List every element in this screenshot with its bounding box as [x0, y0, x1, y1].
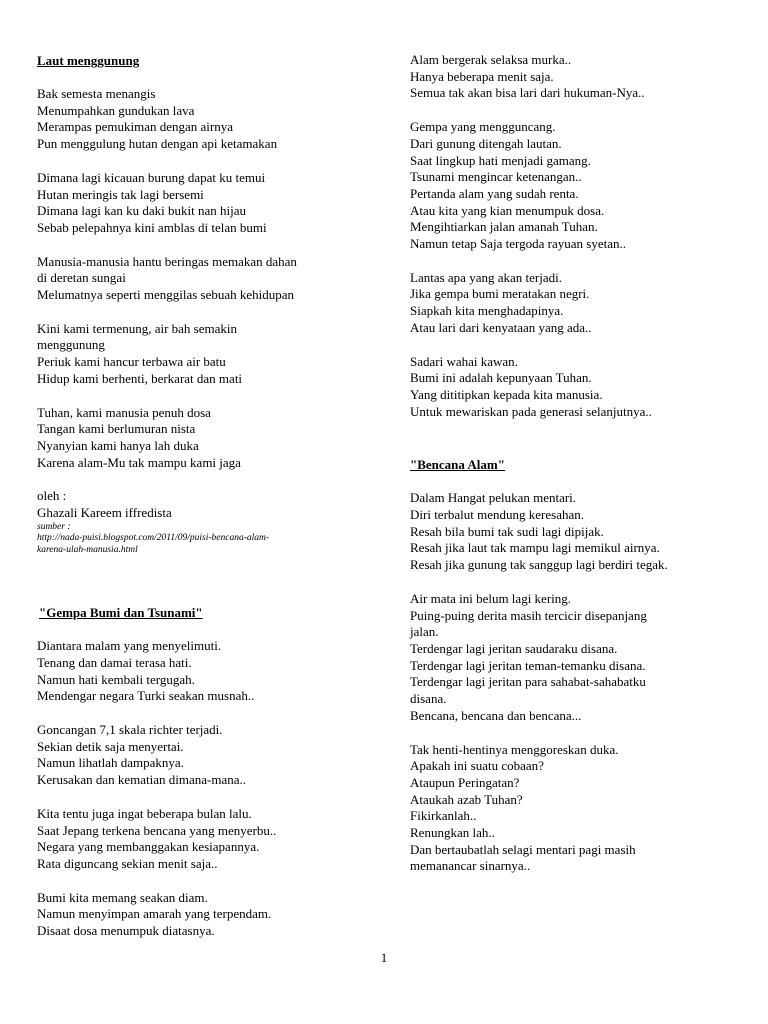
poem-line: Namun menyimpan amarah yang terpendam.: [37, 906, 272, 922]
poem-line: Diri terbalut mendung keresahan.: [410, 507, 584, 523]
author-block: [37, 488, 355, 556]
poem-line: Dimana lagi kicauan burung dapat ku temui: [37, 169, 266, 185]
stanza: [37, 170, 355, 237]
poem-line: Menumpahkan gundukan lava: [37, 102, 195, 118]
page-number: 1: [380, 950, 388, 965]
poem-line: jalan.: [410, 624, 439, 640]
stanza: [37, 254, 355, 304]
poem-line: Bumi kita memang seakan diam.: [37, 889, 208, 905]
stanza: [410, 591, 740, 725]
poem-line: Namun lihatlah dampaknya.: [37, 755, 184, 771]
poem-line: Bak semesta menangis: [37, 86, 156, 101]
poem-gempa-bumi-continued: [410, 52, 740, 420]
poem-line: Jika gempa bumi meratakan negri.: [410, 286, 590, 302]
poem-line: Bumi ini adalah kepunyaan Tuhan.: [410, 370, 592, 386]
poem-line: Apakah ini suatu cobaan?: [410, 758, 544, 774]
poem-line: Semua tak akan bisa lari dari hukuman-Nya..: [410, 85, 645, 101]
stanza: [37, 638, 355, 705]
poem-line: Resah jika laut tak mampu lagi memikul airnya.: [410, 540, 660, 556]
stanza: [410, 354, 740, 421]
poem-line: Ataupun Peringatan?: [410, 774, 520, 790]
stanza: [37, 86, 355, 153]
poem-line: di deretan sungai: [37, 270, 126, 286]
poem-line: Kini kami termenung, air bah semakin: [37, 320, 238, 336]
poem-line: Alam bergerak selaksa murka..: [410, 52, 572, 67]
poem-line: Hidup kami berhenti, berkarat dan mati: [37, 370, 243, 386]
stanza: [37, 806, 355, 873]
poem-line: Dimana lagi kan ku daki bukit nan hijau: [37, 203, 247, 219]
poem-line: Saat lingkup hati menjadi gamang.: [410, 152, 591, 168]
poem-line: Negara yang membanggakan kesiapannya.: [37, 839, 260, 855]
poem-line: Sekian detik saja menyertai.: [37, 738, 184, 754]
poem-line: Resah jika gunung tak sanggup lagi berdiri tegak.: [410, 557, 668, 573]
poem-line: Namun hati kembali tergugah.: [37, 671, 195, 687]
poem-line: menggunung: [37, 337, 105, 353]
poem-line: Periuk kami hancur terbawa air batu: [37, 354, 226, 370]
poem-line: Rata diguncang sekian menit saja..: [37, 856, 218, 871]
poem-line: Kita tentu juga ingat beberapa bulan lalu.: [37, 805, 252, 821]
stanza: [410, 742, 740, 876]
poem-line: Terdengar lagi jeritan para sahabat-sahabatku: [410, 674, 646, 690]
poem-line: Mendengar negara Turki seakan musnah..: [37, 688, 255, 704]
poem-line: Pertanda alam yang sudah renta.: [410, 185, 579, 201]
poem-line: Tangan kami berlumuran nista: [37, 421, 196, 437]
right-column: [410, 52, 740, 875]
poem-line: Sadari wahai kawan.: [410, 353, 518, 369]
poem-line: Air mata ini belum lagi kering.: [410, 590, 572, 606]
author-name: Ghazali Kareem iffredista: [37, 505, 172, 521]
poem-title: Laut menggunung: [37, 53, 140, 68]
stanza: [410, 52, 740, 102]
poem-line: Siapkah kita menghadapinya.: [410, 303, 564, 319]
stanza: [37, 321, 355, 388]
stanza: [37, 722, 355, 789]
author-label: oleh :: [37, 488, 67, 504]
poem-line: Fikirkanlah..: [410, 808, 477, 824]
poem-line: Dalam Hangat pelukan mentari.: [410, 490, 577, 506]
source-label: sumber :: [37, 521, 71, 532]
stanza: [37, 890, 355, 940]
poem-line: memanancar sinarnya..: [410, 858, 531, 874]
source-url[interactable]: http://nada-puisi.blogspot.com/2011/09/puisi-bencana-alam-: [37, 533, 270, 544]
stanza: [410, 270, 740, 337]
poem-line: Disaat dosa menumpuk diatasnya.: [37, 923, 215, 939]
poem-line: Dari gunung ditengah lautan.: [410, 135, 562, 151]
poem-line: Diantara malam yang menyelimuti.: [37, 638, 222, 654]
left-column: [37, 52, 355, 940]
stanza: [410, 119, 740, 253]
poem-line: Gempa yang mengguncang.: [410, 119, 556, 135]
poem-line: Goncangan 7,1 skala richter terjadi.: [37, 722, 223, 738]
poem-line: Manusia-manusia hantu beringas memakan dahan: [37, 253, 297, 269]
poem-line: Atau lari dari kenyataan yang ada..: [410, 319, 592, 335]
poem-line: Kerusakan dan kematian dimana-mana..: [37, 772, 246, 788]
poem-line: disana.: [410, 691, 447, 707]
poem-line: Ataukah azab Tuhan?: [410, 791, 523, 807]
poem-line: Nyanyian kami hanya lah duka: [37, 437, 199, 453]
poem-title: "Gempa Bumi dan Tsunami": [39, 605, 203, 621]
poem-line: Renungkan lah..: [410, 825, 495, 841]
poem-line: Puing-puing derita masih tercicir disepanjang: [410, 607, 647, 623]
poem-line: Terdengar lagi jeritan teman-temanku disana.: [410, 657, 646, 673]
poem-line: Karena alam-Mu tak mampu kami jaga: [37, 454, 241, 470]
poem-line: Tuhan, kami manusia penuh dosa: [37, 404, 211, 420]
poem-line: Yang dititipkan kepada kita manusia.: [410, 386, 603, 402]
stanza: [37, 405, 355, 472]
poem-line: Merampas pemukiman dengan airnya: [37, 119, 234, 135]
poem-line: Hanya beberapa menit saja.: [410, 68, 554, 84]
poem-line: Saat Jepang terkena bencana yang menyerbu..: [37, 822, 277, 838]
poem-line: Untuk mewariskan pada generasi selanjutnya..: [410, 403, 652, 419]
poem-line: Pun menggulung hutan dengan api ketamakan: [37, 136, 278, 152]
poem-line: Dan bertaubatlah selagi mentari pagi masih: [410, 841, 636, 857]
poem-line: Namun tetap Saja tergoda rayuan syetan..: [410, 236, 626, 252]
poem-line: Melumatnya seperti menggilas sebuah kehidupan: [37, 287, 295, 303]
stanza: [410, 490, 740, 574]
poem-line: Tak henti-hentinya menggoreskan duka.: [410, 741, 619, 757]
poem-gempa-bumi-dan-tsunami: [37, 604, 355, 940]
poem-bencana-alam: [410, 456, 740, 875]
poem-line: Sebab pelepahnya kini amblas di telan bumi: [37, 219, 267, 235]
poem-line: Tsunami mengincar ketenangan..: [410, 169, 582, 185]
poem-line: Terdengar lagi jeritan saudaraku disana.: [410, 640, 618, 656]
poem-line: Hutan meringis tak lagi bersemi: [37, 186, 204, 202]
poem-line: Tenang dan damai terasa hati.: [37, 654, 192, 670]
poem-title: "Bencana Alam": [410, 457, 505, 473]
poem-line: Resah bila bumi tak sudi lagi dipijak.: [410, 523, 604, 539]
poem-line: Bencana, bencana dan bencana...: [410, 707, 582, 723]
poem-line: Lantas apa yang akan terjadi.: [410, 269, 562, 285]
poem-line: Mengihtiarkan jalan amanah Tuhan.: [410, 219, 598, 235]
poem-laut-menggunung: [37, 52, 355, 556]
source-url[interactable]: karena-ulah-manusia.html: [37, 544, 138, 555]
poem-line: Atau kita yang kian menumpuk dosa.: [410, 202, 605, 218]
